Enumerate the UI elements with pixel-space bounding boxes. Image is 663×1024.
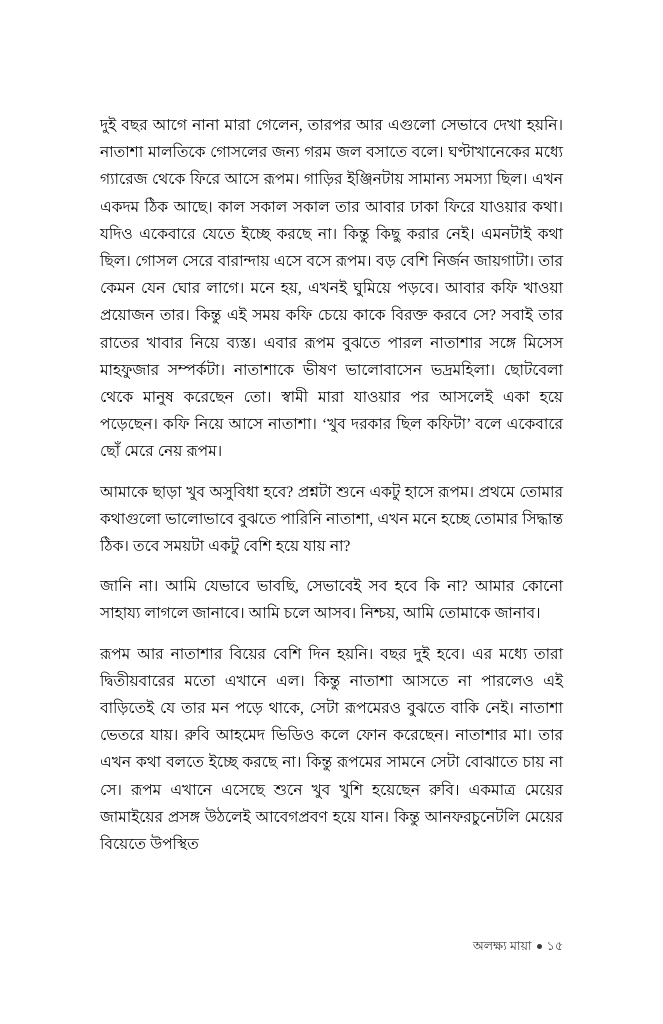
paragraph: আমাকে ছাড়া খুব অসুবিধা হবে? প্রশ্নটা শুনে একটু হাসে রূপম। প্রথমে তোমার কথাগুলো ভালোভাবে বুঝতে পারিনি নাতাশা, এখন মনে হচ্ছে তোমার সিদ্ধান্ত ঠিক। তবে সময়টা একটু বেশি হয়ে যায় না? bbox=[100, 483, 563, 556]
paragraph: জানি না। আমি যেভাবে ভাবছি, সেভাবেই সব হবে কি না? আমার কোনো সাহায্য লাগলে জানাবে। আমি চলে আসব। নিশ্চয়, আমি তোমাকে জানাব। bbox=[100, 578, 563, 623]
footer-page-number: ১৫ bbox=[546, 939, 563, 953]
footer-book-title: অলক্ষ্য মায়া bbox=[472, 939, 532, 953]
page-footer bbox=[100, 938, 563, 955]
body-text-column bbox=[100, 112, 563, 858]
bullet-separator-icon bbox=[537, 944, 542, 949]
paragraph: রূপম আর নাতাশার বিয়ের বেশি দিন হয়নি। বছর দুই হবে। এর মধ্যে তারা দ্বিতীয়বারের মতো এখানে এল। কিন্তু নাতাশা আসতে না পারলেও এই বাড়িতেই যে তার মন পড়ে থাকে, সেটা রূপমেরও বুঝতে বাকি নেই। নাতাশা ভেতরে যায়। রুবি আহমেদ ভিডিও কলে ফোন করেছেন। নাতাশার মা। তার এখন কথা বলতে ইচ্ছে করছে না। কিন্তু রূপমের সামনে সেটা বোঝাতে চায় না সে। রূপম এখানে এসেছে শুনে খুব খুশি হয়েছেন রুবি। একমাত্র মেয়ের জামাইয়ের প্রসঙ্গ উঠলেই আবেগপ্রবণ হয়ে যান। কিন্তু আনফরচুনেটলি মেয়ের বিয়েতে উপস্থিত bbox=[100, 645, 563, 854]
paragraph: দুই বছর আগে নানা মারা গেলেন, তারপর আর এগুলো সেভাবে দেখা হয়নি। নাতাশা মালতিকে গোসলের জন্য গরম জল বসাতে বলে। ঘণ্টাখানেকের মধ্যে গ্যারেজ থেকে ফিরে আসে রূপম। গাড়ির ইঞ্জিনটায় সামান্য সমস্যা ছিল। এখন একদম ঠিক আছে। কাল সকাল সকাল তার আবার ঢাকা ফিরে যাওয়ার কথা। যদিও একেবারে যেতে ইচ্ছে করছে না। কিন্তু কিছু করার নেই। এমনটাই কথা ছিল। গোসল সেরে বারান্দায় এসে বসে রূপম। বড় বেশি নির্জন জায়গাটা। তার কেমন যেন ঘোর লাগে। মনে হয়, এখনই ঘুমিয়ে পড়বে। আবার কফি খাওয়া প্রয়োজন তার। কিন্তু এই সময় কফি চেয়ে কাকে বিরক্ত করবে সে? সবাই তার রাতের খাবার নিয়ে ব্যস্ত। এবার রূপম বুঝতে পারল নাতাশার সঙ্গে মিসেস মাহফুজার সম্পর্কটা। নাতাশাকে ভীষণ ভালোবাসেন ভদ্রমহিলা। ছোটবেলা থেকে মানুষ করেছেন তো। স্বামী মারা যাওয়ার পর আসলেই একা হয়ে পড়েছেন। কফি নিয়ে আসে নাতাশা। ‘খুব দরকার ছিল কফিটা’ বলে একেবারে ছোঁ মেরে নেয় রূপম। bbox=[100, 117, 563, 461]
